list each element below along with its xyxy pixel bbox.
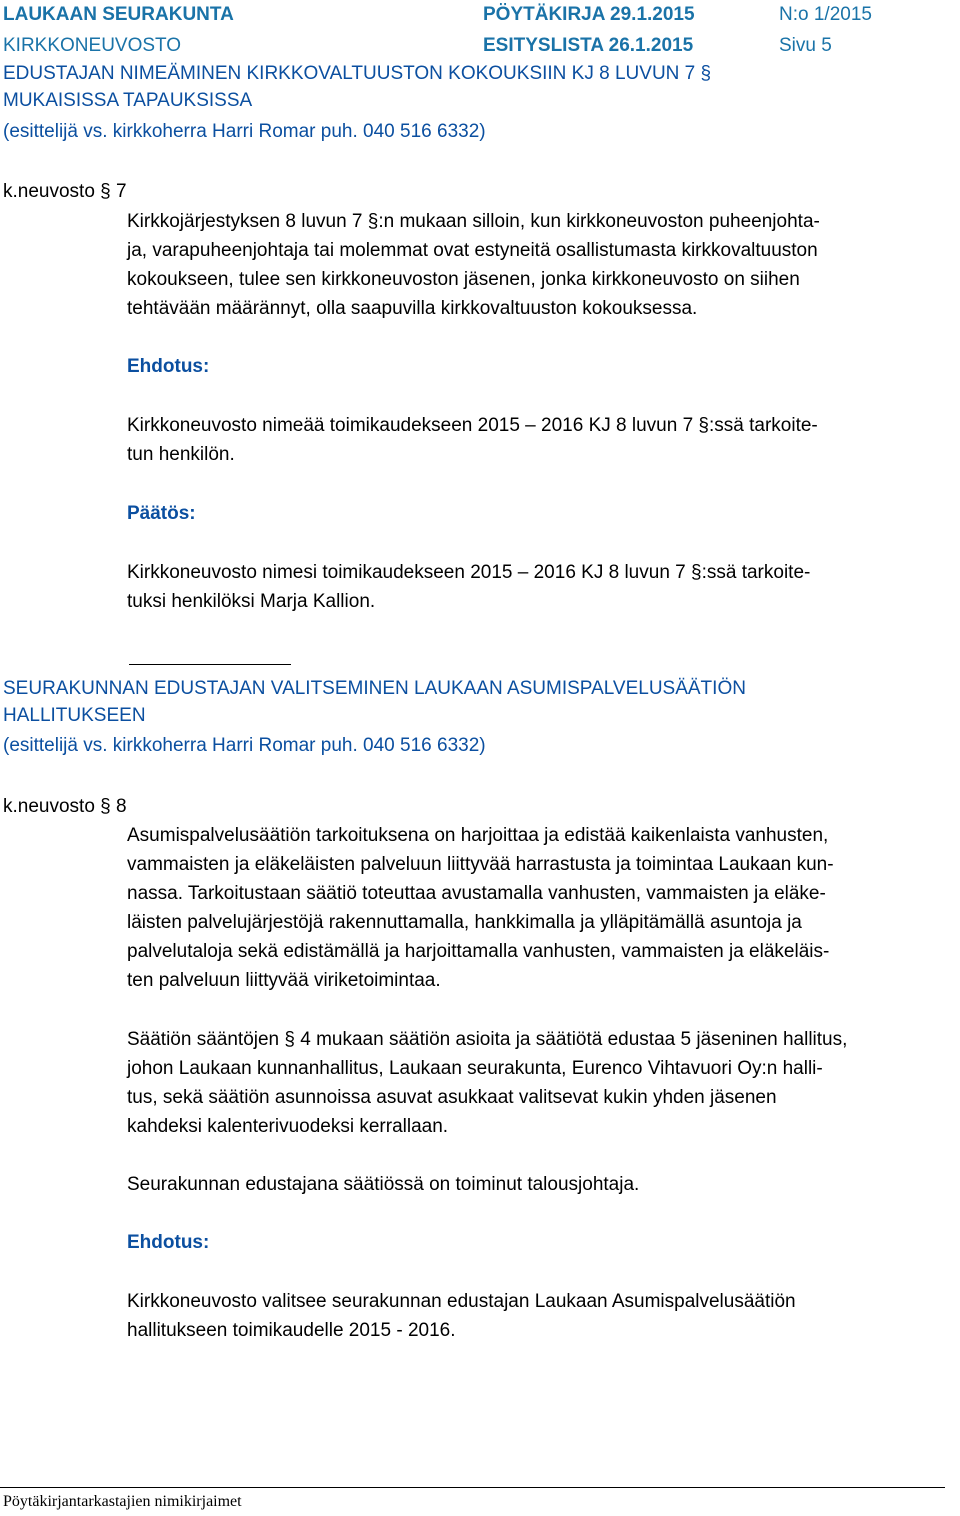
footer-initials-label: Pöytäkirjantarkastajien nimikirjaimet — [3, 1493, 242, 1510]
section2-presenter: (esittelijä vs. kirkkoherra Harri Romar puh. 040 516 6332) — [3, 735, 486, 756]
section1-proposal-label: Ehdotus: — [127, 356, 210, 377]
section2-para1-line: vammaisten ja eläkeläisten palveluun liittyvää harrastusta ja toimintaa Laukaan kun- — [127, 854, 834, 875]
section1-body-line: kokoukseen, tulee sen kirkkoneuvoston jäsenen, jonka kirkkoneuvosto on siihen — [127, 269, 800, 290]
section1-decision-line: tuksi henkilöksi Marja Kallion. — [127, 591, 376, 612]
section2-para1-line: Asumispalvelusäätiön tarkoituksena on harjoittaa ja edistää kaikenlaista vanhusten, — [127, 825, 829, 846]
section1-decision-label: Päätös: — [127, 503, 196, 524]
section1-body-line: tehtävään määrännyt, olla saapuvilla kirkkovaltuuston kokouksessa. — [127, 298, 698, 319]
section1-item-ref: k.neuvosto § 7 — [3, 181, 127, 202]
section2-para1-line: ten palveluun liittyvää viriketoimintaa. — [127, 970, 441, 991]
section1-proposal-line: tun henkilön. — [127, 444, 235, 465]
section2-para1-line: palvelutaloja sekä edistämällä ja harjoittamalla vanhusten, vammaisten ja eläkeläis- — [127, 941, 830, 962]
section1-decision-line: Kirkkoneuvosto nimesi toimikaudekseen 2015 – 2016 KJ 8 luvun 7 §:ssä tarkoite- — [127, 562, 811, 583]
section2-para2-line: tus, sekä säätiön asunnoissa asuvat asukkaat valitsevat kukin yhden jäsenen — [127, 1087, 777, 1108]
section1-presenter: (esittelijä vs. kirkkoherra Harri Romar puh. 040 516 6332) — [3, 121, 486, 142]
section2-para2-line: Säätiön sääntöjen § 4 mukaan säätiön asioita ja säätiötä edustaa 5 jäseninen hallitus, — [127, 1029, 848, 1050]
section2-para2-line: kahdeksi kalenterivuodeksi kerrallaan. — [127, 1116, 449, 1137]
section1-title-line2: MUKAISISSA TAPAUKSISSA — [3, 90, 253, 111]
section2-para1-line: nassa. Tarkoitustaan säätiö toteuttaa avustamalla vanhusten, vammaisten ja eläke- — [127, 883, 826, 904]
header-minutes: PÖYTÄKIRJA 29.1.2015 — [483, 4, 695, 25]
section-divider — [129, 664, 291, 665]
header-page: Sivu 5 — [779, 35, 832, 56]
section2-proposal-line: Kirkkoneuvosto valitsee seurakunnan edustajan Laukaan Asumispalvelusäätiön — [127, 1291, 796, 1312]
header-number: N:o 1/2015 — [779, 4, 872, 25]
footer-rule — [0, 1487, 945, 1488]
section2-title-line2: HALLITUKSEEN — [3, 705, 146, 726]
section1-title-line1: EDUSTAJAN NIMEÄMINEN KIRKKOVALTUUSTON KOKOUKSIIN KJ 8 LUVUN 7 § — [3, 63, 712, 84]
header-body: KIRKKONEUVOSTO — [3, 35, 182, 56]
section2-para1-line: läisten palvelujärjestöjä rakennuttamalla, hankkimalla ja ylläpitämällä asuntoja ja — [127, 912, 802, 933]
section2-item-ref: k.neuvosto § 8 — [3, 796, 127, 817]
section2-proposal-label: Ehdotus: — [127, 1232, 210, 1253]
section2-title-line1: SEURAKUNNAN EDUSTAJAN VALITSEMINEN LAUKAAN ASUMISPALVELUSÄÄTIÖN — [3, 678, 746, 699]
section1-proposal-line: Kirkkoneuvosto nimeää toimikaudekseen 2015 – 2016 KJ 8 luvun 7 §:ssä tarkoite- — [127, 415, 818, 436]
header-agenda: ESITYSLISTA 26.1.2015 — [483, 35, 694, 56]
section1-body-line: Kirkkojärjestyksen 8 luvun 7 §:n mukaan silloin, kun kirkkoneuvoston puheenjohta- — [127, 211, 820, 232]
section2-para3: Seurakunnan edustajana säätiössä on toiminut talousjohtaja. — [127, 1174, 640, 1195]
header-org: LAUKAAN SEURAKUNTA — [3, 4, 234, 25]
section2-para2-line: johon Laukaan kunnanhallitus, Laukaan seurakunta, Eurenco Vihtavuori Oy:n halli- — [127, 1058, 823, 1079]
section1-body-line: ja, varapuheenjohtaja tai molemmat ovat estyneitä osallistumasta kirkkovaltuuston — [127, 240, 818, 261]
section2-proposal-line: hallitukseen toimikaudelle 2015 - 2016. — [127, 1320, 456, 1341]
